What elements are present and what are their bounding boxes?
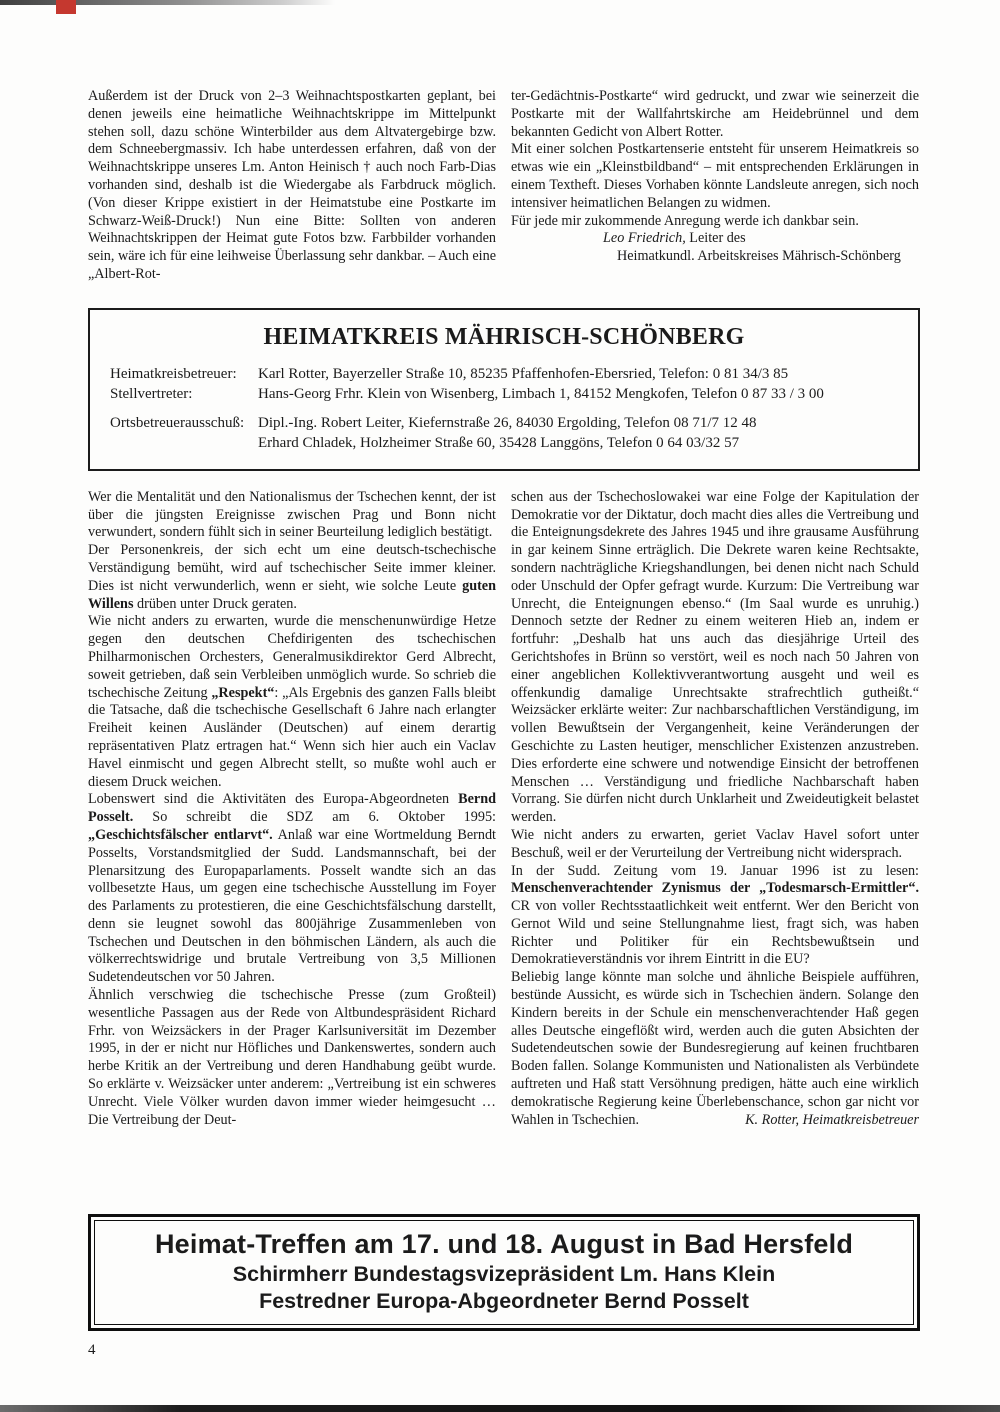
contact-row <box>110 433 898 454</box>
intro-right-column <box>511 88 919 284</box>
article-paragraph: Lobenswert sind die Aktivitäten des Europa-Abgeordneten Bernd Posselt. So schreibt die SDZ am 6. Oktober 1995: „Geschichtsfälscher entlarvt“. Anlaß war eine Wortmeldung Berndt Posselts, Vorstandsmitglied der Sudd. Landsmannschaft, bei der Plenarsitzung des Europaparlaments. Posselt wandte sich an das vollbesetzte Haus, um gegen eine tschechische Ausstellung im Foyer des Parlaments zu protestieren, die eine Geschichtsfälschung darstellt, denn sie leugnet sowohl das 800jährige Zusammenleben von Tschechen und Deutschen in den böhmischen Ländern, als auch die völkerrechtswidrige und brutale Vertreibung von 3,5 Millionen Sudetendeutschen vor 50 Jahren. <box>88 791 496 986</box>
contact-details: Karl Rotter, Bayerzeller Straße 10, 85235 Pfaffenhofen-Ebersried, Telefon: 0 81 34/3 85 <box>258 365 789 382</box>
article-left-column <box>88 489 496 1130</box>
contact-role-label: Heimatkreisbetreuer: <box>110 365 237 382</box>
intro-paragraph: Außerdem ist der Druck von 2–3 Weihnachtspostkarten geplant, bei denen jeweils eine heimatliche Weihnachtskrippe im Mittelpunkt stehen soll, dazu schöne Winterbilder aus dem Altvatergebirge bzw. dem Schneebergmassiv. Ich habe unterdessen erfahren, daß von der Weihnachtskrippe unseres Lm. Anton Heinisch † auch noch Farb-Dias vorhanden sind, deshalb ist die Wiedergabe als Farbdruck möglich. (Von dieser Krippe existiert in der Heimatstube eine Postkarte im Schwarz-Weiß-Druck!) Nun eine Bitte: Sollten von anderen Weihnachtskrippen der Heimat gute Fotos bzw. Farbbilder vorhanden sein, wäre ich für eine leihweise Überlassung sehr dankbar. – Auch eine „Albert-Rot- <box>88 88 496 282</box>
scan-edge-artifact-bottom <box>0 1405 1000 1412</box>
contact-role-label: Ortsbetreuerausschuß: <box>110 414 245 431</box>
article-paragraph: In der Sudd. Zeitung vom 19. Januar 1996 ist zu lesen: Menschenverachtender Zynismus der „Todesmarsch-Ermittler“. CR von voller Rechtsstaatlichkeit weit entfernt. Wer den Bericht von Gernot Wild und seine Stellungnahme liest, fragt sich, was haben Richter und Politiker für ein Rechtsbewußtsein und Demokratieverständnis vor ihrem Eintritt in die EU? <box>511 862 919 968</box>
event-banner-inner <box>94 1220 914 1325</box>
page-content <box>88 88 920 1129</box>
article-section <box>88 489 920 1130</box>
article-paragraph: Ähnlich verschwieg die tschechische Presse (zum Großteil) wesentliche Passagen aus der Rede von Altbundespräsident Richard Frhr. von Weizsäckers in der Prager Karlsuniversität im Dezember 1995, in der er nicht nur Höfliches und Dankenswertes, sondern auch herbe Kritik an der Vertreibung und deren Handhabung geübt wurde. So erklärte v. Weizsäcker unter anderem: „Vertreibung ist ein schweres Unrecht. Viele Völker wurden davon immer wieder heimgesucht … Die Vertreibung der Deut- <box>88 987 496 1128</box>
signature-name: Leo Friedrich, Leiter des <box>603 230 746 247</box>
contact-row <box>110 384 898 405</box>
article-paragraph: Wie nicht anders zu erwarten, geriet Vaclav Havel sofort unter Beschuß, weil er der Verurteilung der Vertreibung nicht widersprach. <box>511 826 919 861</box>
intro-paragraph: Mit einer solchen Postkartenserie entsteht für unserem Heimatkreis so etwas wie ein „Kleinstbildband“ – mit entsprechenden Erklärungen in einem Textheft. Dieses Vorhaben könnte Landsleute anregen, sich noch intensiver heimatlichen Belangen zu widmen. <box>511 141 919 211</box>
event-banner-patron: Schirmherr Bundestagsvizepräsident Lm. Hans Klein <box>232 1262 776 1286</box>
article-right-column <box>511 489 919 1130</box>
contact-row <box>110 413 898 434</box>
contact-info-box <box>88 308 920 471</box>
event-banner-title: Heimat-Treffen am 17. und 18. August in Bad Hersfeld <box>154 1229 854 1259</box>
contact-details: Hans-Georg Frhr. Klein von Wisenberg, Limbach 1, 84152 Mengkofen, Telefon 0 87 33 / 3 00 <box>258 386 824 403</box>
intro-left-column <box>88 88 496 284</box>
signature-organization: Heimatkundl. Arbeitskreises Mährisch-Schönberg <box>617 248 901 265</box>
article-paragraph: Wie nicht anders zu erwarten, wurde die menschenunwürdige Hetze gegen den deutschen Chefdirigenten des tschechischen Philharmonischen Orchesters, Generalmusikdirektor Gerd Albrecht, soweit getrieben, daß sein Verbleiben unmöglich wurde. So schrieb die tschechische Zeitung „Respekt“: „Als Ergebnis des ganzen Falls bleibt die Tatsache, daß die tschechische Gesellschaft 6 Jahre nach erlangter Freiheit keinen Ausländer (Deutschen) auf einem derartig repräsentativen Platz ertragen hat.“ Wenn sich hier auch ein Vaclav Havel einmischt und gegen Albrecht stellt, so mußte wohl auch er diesem Druck weichen. <box>88 613 496 790</box>
contact-rows <box>110 364 898 454</box>
intro-section <box>88 88 920 284</box>
contact-details: Erhard Chladek, Holzheimer Straße 60, 35428 Langgöns, Telefon 0 64 03/32 57 <box>258 435 740 452</box>
contact-details: Dipl.-Ing. Robert Leiter, Kiefernstraße 26, 84030 Ergolding, Telefon 08 71/7 12 48 <box>258 414 757 431</box>
signature-block <box>511 230 919 266</box>
red-registration-mark <box>56 0 76 14</box>
contact-row <box>110 364 898 385</box>
intro-paragraph: ter-Gedächtnis-Postkarte“ wird gedruckt, und zwar wie seinerzeit die Postkarte mit der Wallfahrtskirche am Heidebrünnel und dem bekannten Gedicht von Albert Rotter. <box>511 88 919 140</box>
scan-edge-artifact-top <box>0 0 335 5</box>
event-banner-speaker: Festredner Europa-Abgeordneter Bernd Posselt <box>259 1289 749 1313</box>
article-paragraph: Der Personenkreis, der sich echt um eine deutsch-tschechische Verständigung bemüht, wird auf tschechischer Seite immer kleiner. Dies ist nicht verwunderlich, wenn er sieht, wie solche Leute guten Willens drüben unter Druck geraten. <box>88 542 496 612</box>
event-banner <box>88 1214 920 1331</box>
article-paragraph-with-signature: Beliebig lange könnte man solche und ähnliche Beispiele aufführen, bestünde Aussicht, es würde sich in Tschechien ändern. Solange den Kindern bereits in der Schule ein menschenverachtender Haß gegen alles Deutsche eingeflößt wird, werden auch die guten Absichten der Sudetendeutschen sowie der Bundesregierung auf keinen fruchtbaren Boden fallen. Solange Kommunisten und Nationalisten als Verbündete auftreten und Haß statt Versöhnung predigen, hätte auch eine wirklich demokratische Regierung keine Überlebenschance, schon gar nicht vor Wahlen in Tschechien. K. Rotter, Heimatkreisbetreuer <box>511 969 919 1128</box>
contact-role-label <box>110 433 258 454</box>
page-number: 4 <box>88 1342 96 1358</box>
contact-role-label: Stellvertreter: <box>110 386 193 403</box>
info-box-title: HEIMATKREIS MÄHRISCH-SCHÖNBERG <box>263 323 745 350</box>
article-paragraph: Wer die Mentalität und den Nationalismus der Tschechen kennt, der ist über die jüngsten Ereignisse zwischen Prag und Bonn nicht verwundert, sondern fühlt sich in seiner Beurteilung lediglich bestätigt. <box>88 488 496 541</box>
intro-paragraph: Für jede mir zukommende Anregung werde ich dankbar sein. <box>511 212 859 229</box>
article-paragraph: schen aus der Tschechoslowakei war eine Folge der Kapitulation der Demokratie vor der Diktatur, doch macht dies alles die Vertreibung und die Enteignungsdekrete des Jahres 1945 und ihre grausame Ausführung in gar keinem Sinne erträglich. Die Dekrete waren keine Rechtsakte, sondern nachträgliche Kriegshandlungen, bei denen nicht nach Schuld oder Unschuld der Opfer gefragt wurde. Kurzum: Die Vertreibung war Unrecht, die Enteignungen ebenso.“ (Im Saal wurde es unruhig.) Dennoch setzte der Redner zu einem weiteren Hieb an, indem er fortfuhr: „Deshalb hat uns auch das diesjährige Urteil des Gerichtshofes in Brünn so verstört, weil es noch nach 50 Jahren von einer angeblichen Kollektivverantwortung ausgeht und weil es offenkundig damalige Unrechtsakte strafrechtlich gutheißt.“ Weizsäcker erklärte weiter: Zur nachbarschaftlichen Verständigung, im vollen Bewußtsein der Vergangenheit, keine Veränderungen der Geschichte zu Lasten heutiger, menschlicher Existenzen anzustreben. Dies erforderte eine schwere und notwendige Einsicht der betroffenen Menschen … Verständigung und friedliche Nachbarschaft haben Vorrang. Sie dürfen nicht durch Unklarheit und Zweideutigkeit belastet werden. <box>511 488 919 826</box>
